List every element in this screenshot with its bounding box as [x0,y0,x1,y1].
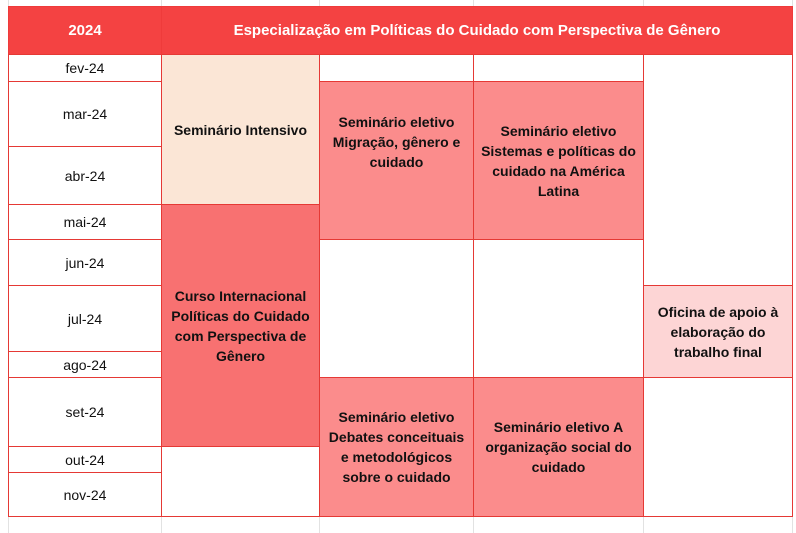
empty-cell[interactable] [643,54,793,286]
month-label: out-24 [65,451,105,468]
empty-cell[interactable] [319,239,474,378]
curso-internacional-cell[interactable] [161,204,320,447]
month-cell-mar[interactable] [8,81,162,147]
month-cell-fev[interactable] [8,54,162,82]
month-cell-jun[interactable] [8,239,162,286]
block-label: Curso Internacional Políticas do Cuidado com Perspectiva de Gênero [171,287,310,364]
month-cell-ago[interactable] [8,351,162,378]
title-header: Especialização em Políticas do Cuidado com Perspectiva de Gênero [233,21,721,39]
month-cell-mai[interactable] [8,204,162,240]
seminario-intensivo-cell[interactable] [161,54,320,205]
month-cell-abr[interactable] [8,146,162,205]
block-label: Seminário eletivo Migração, gênero e cuidado [332,114,461,170]
empty-cell[interactable] [643,377,793,517]
empty-cell[interactable] [473,239,644,378]
block-label: Seminário eletivo A organização social do cuidado [485,419,632,475]
month-label: mai-24 [63,214,107,230]
empty-cell[interactable] [161,446,320,517]
month-label: jul-24 [67,310,103,327]
block-label: Seminário eletivo Debates conceituais e metodológicos sobre o cuidado [328,409,465,485]
year-header: 2024 [68,21,102,39]
month-label: fev-24 [65,60,105,76]
month-label: ago-24 [63,356,107,373]
oficina-apoio-cell[interactable] [643,285,793,378]
month-label: set-24 [65,404,105,420]
month-label: mar-24 [62,106,108,122]
month-cell-nov[interactable] [8,472,162,517]
seminario-debates-cell[interactable] [319,377,474,517]
block-label: Seminário Intensivo [173,121,308,138]
seminario-migracao-cell[interactable] [319,81,474,240]
month-cell-jul[interactable] [8,285,162,352]
block-label: Seminário eletivo Sistemas e políticas do cuidado na América Latina [481,122,636,199]
month-label: jun-24 [65,254,105,271]
month-label: abr-24 [64,167,106,184]
month-cell-set[interactable] [8,377,162,447]
year-header-cell[interactable] [8,6,162,55]
month-label: nov-24 [63,486,107,503]
seminario-organizacao-cell[interactable] [473,377,644,517]
empty-cell[interactable] [473,54,644,82]
block-label: Oficina de apoio à elaboração do trabalho final [657,303,779,360]
seminario-sistemas-cell[interactable] [473,81,644,240]
month-cell-out[interactable] [8,446,162,473]
title-header-cell[interactable] [161,6,793,55]
empty-cell[interactable] [319,54,474,82]
